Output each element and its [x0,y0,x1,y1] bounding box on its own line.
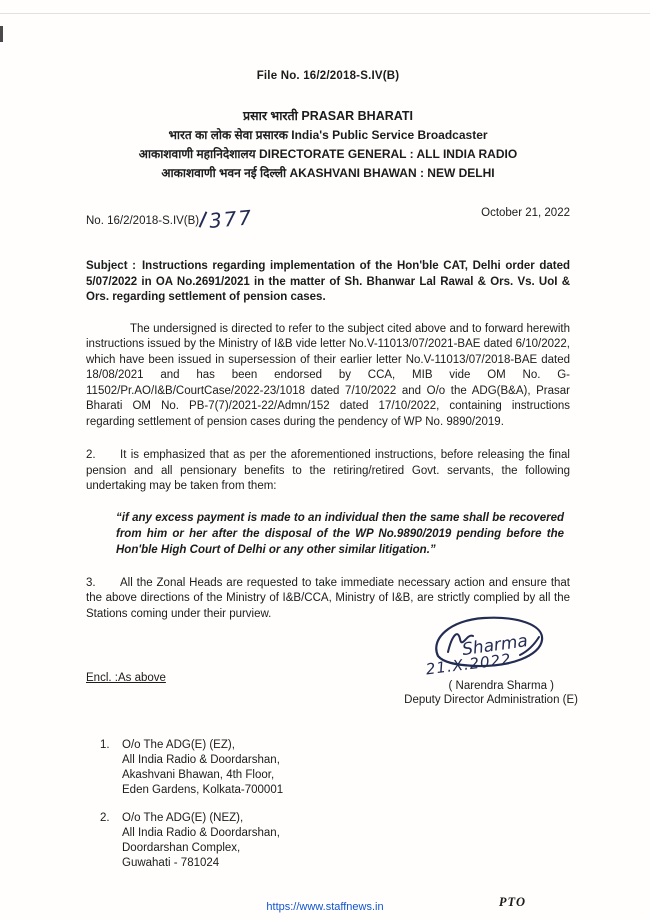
signature-text: Sharma [460,631,529,661]
addressee-2-line-1: O/o The ADG(E) (NEZ), [122,812,244,824]
addressee-2-line-3: Doordarshan Complex, [122,842,241,854]
letterhead-hindi-1: प्रसार भारती [243,109,298,123]
signatory-name: ( Narendra Sharma ) [448,680,554,692]
letterhead-line-1 [86,108,570,124]
addressee-1-line-2: All India Radio & Doordarshan, [122,754,280,766]
enclosure-note: Encl. :As above [86,672,166,684]
handwritten-diary-number: 377 [208,205,255,233]
addressee-1-line-3: Akashvani Bhawan, 4th Floor, [122,769,275,781]
paragraph-3-text: All the Zonal Heads are requested to take immediate necessary action and ensure that the above directions of the Ministry of I&B/CCA, Ministry of I&B, are strictly complied by all the Stations coming under their purview. [86,576,570,620]
paragraph-1: The undersigned is directed to refer to the subject cited above and to forward herewith instructions issued by the Ministry of I&B vide letter No.V-11013/07/2021-BAE dated 6/10/2022, which have been issued in supersession of their earlier letter No.V-11013/07/2018-BAE dated 18/08/2021 and has been endorsed by CCA, MIB vide OM No. G-11502/Pr.AO/I&B/CourtCase/2022-23/1018 dated 7/10/2022 and O/o the ADG(B&A), Prasar Bharati OM No. PB-7(7)/2021-22/Admn/152 dated 17/10/2022, containing instructions regarding settlement of pension cases during the pendency of WP No. 9890/2019. [86,322,570,428]
paragraph-2-text: It is emphasized that as per the aforementioned instructions, before releasing the final pension and all pensionary benefits to the retiring/retired Govt. servants, the following undertaking may be taken from them: [86,449,570,492]
addressee-2-number: 2. [100,812,110,824]
handwritten-signature-date: 21.X.2022 [424,650,513,679]
paragraph-2 [86,448,570,495]
letterhead-hindi-4: आकाशवाणी भवन नई दिल्ली [161,166,287,180]
reference-row [86,207,570,231]
addressee-2-address [122,811,280,871]
letterhead-english-2: India's Public Service Broadcaster [291,128,488,142]
subject-text: Instructions regarding implementation of the Hon'ble CAT, Delhi order dated 5/07/2022 in OA No.2691/2021 in the matter of Sh. Bhanwar Lal Rawal & Ors. Vs. UoI & Ors. regarding settlement of pension cases. [86,260,570,303]
paragraph-3-number: 3. [86,576,96,589]
scan-speck-artifact [0,26,3,42]
signature-area [86,626,578,738]
paragraph-2-number: 2. [86,449,96,461]
addressee-2-line-2: All India Radio & Doordarshan, [122,827,280,839]
addressee-block-2 [100,811,570,871]
subject-paragraph [86,259,570,306]
letterhead-english-1: PRASAR BHARATI [301,109,413,123]
undertaking-quote: “if any excess payment is made to an individual then the same shall be recovered from him or her after the disposal of the WP No.9890/2019 pending before the Hon'ble High Court of Delhi or any other similar litigation.” [116,511,564,556]
letterhead-line-3 [86,146,570,162]
addressee-block-1 [100,738,570,798]
reference-number-text: No. 16/2/2018-S.IV(B) [86,215,200,227]
signature-block [348,612,578,706]
signatory-designation: Deputy Director Administration (E) [404,694,578,706]
letterhead-english-4: AKASHVANI BHAWAN : NEW DELHI [289,166,495,180]
file-number-heading: File No. 16/2/2018-S.IV(B) [256,70,400,82]
pto-note: PTO [498,895,526,909]
staffnews-watermark-link[interactable]: https://www.staffnews.in [266,901,384,913]
reference-number [86,207,253,231]
addressee-2-line-4: Guwahati - 781024 [122,857,220,869]
addressee-list [100,738,570,871]
addressee-1-line-4: Eden Gardens, Kolkata-700001 [122,784,284,796]
letterhead-line-4 [86,165,570,181]
addressee-1-line-1: O/o The ADG(E) (EZ), [122,739,235,751]
letter-date: October 21, 2022 [481,207,570,219]
subject-label: Subject : [86,260,136,272]
letterhead [86,108,570,181]
addressee-1-address [122,738,283,798]
letterhead-english-3: DIRECTORATE GENERAL : ALL INDIA RADIO [258,147,518,161]
pen-stroke [199,211,208,227]
addressee-1-number: 1. [100,739,110,751]
scan-edge-artifact [0,13,650,14]
letterhead-hindi-3: आकाशवाणी महानिदेशालय [138,147,256,161]
letterhead-hindi-2: भारत का लोक सेवा प्रसारक [168,128,288,142]
letterhead-line-2 [86,127,570,143]
